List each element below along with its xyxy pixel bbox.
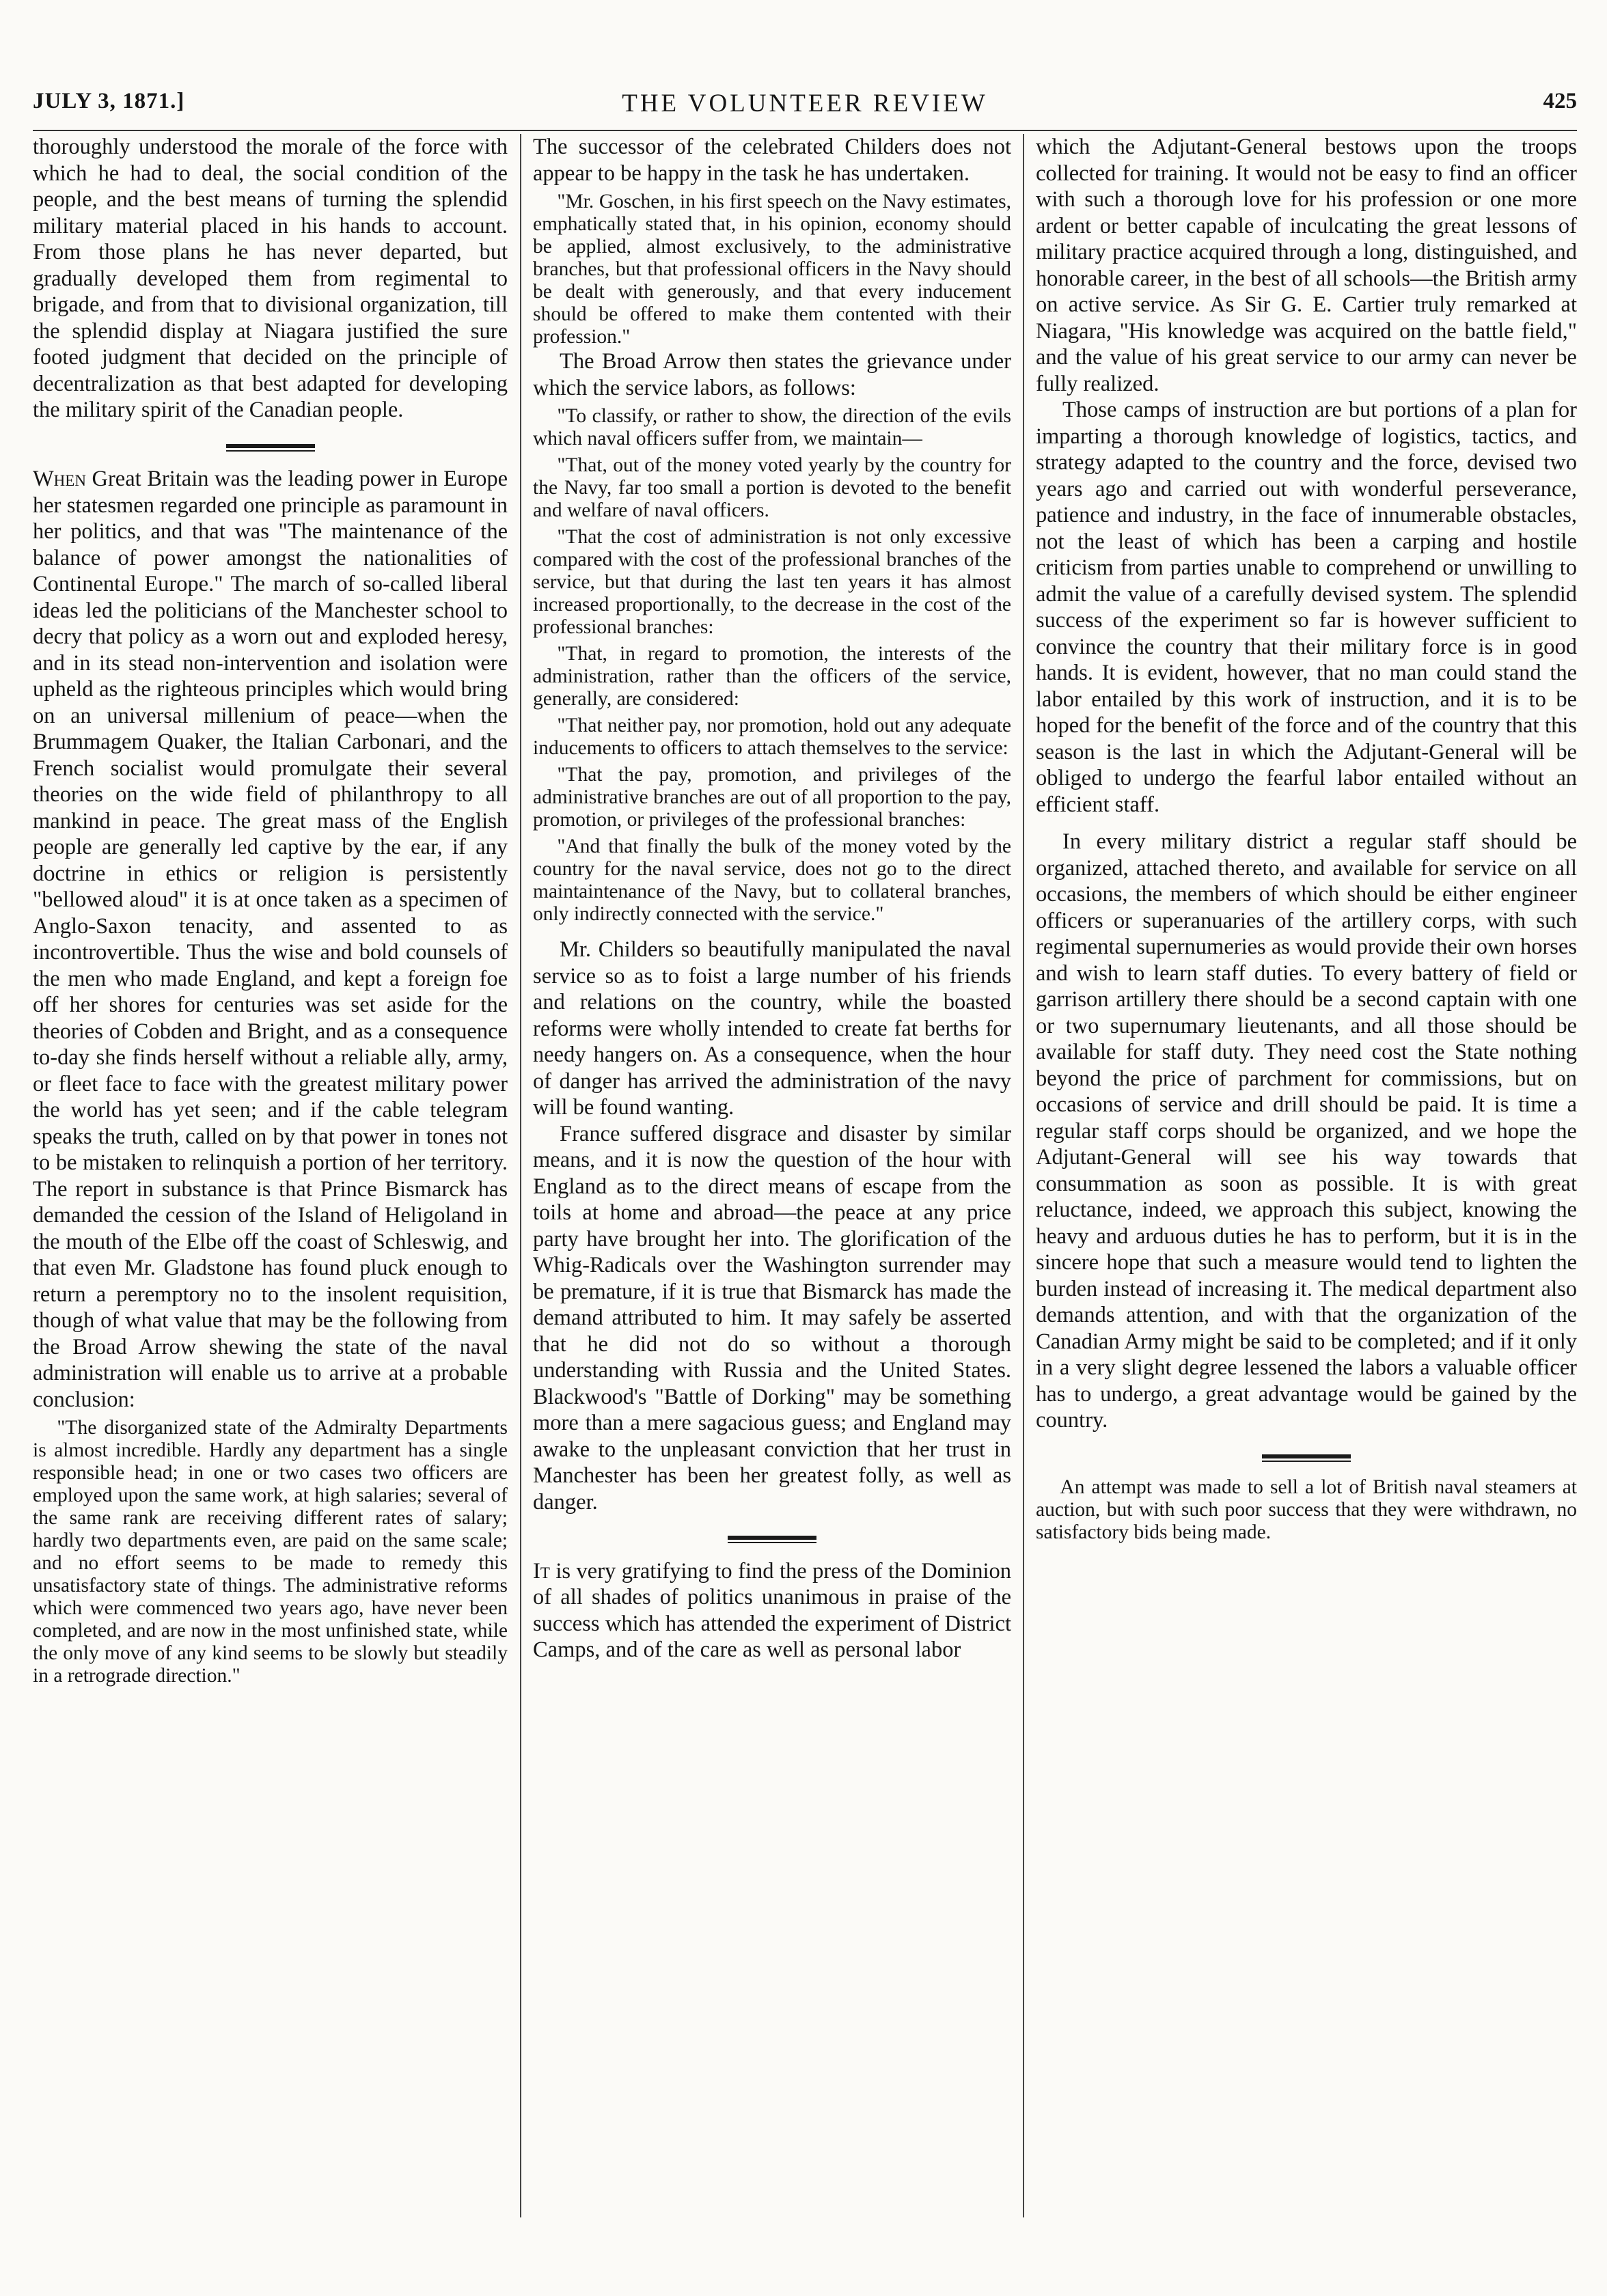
running-head: [33, 89, 1577, 131]
article-separator: [533, 1523, 1011, 1550]
page-number: 425: [1543, 89, 1577, 113]
column-divider: [1023, 134, 1024, 2217]
quotation: "That, out of the money voted yearly by the country for the Navy, far too small a portion is devoted to the benefit and welfare of naval officers.: [533, 454, 1011, 521]
lead-word: It: [533, 1558, 550, 1583]
quotation: "And that finally the bulk of the money voted by the country for the naval service, does not go to the direct maintaintenance of the Navy, but to collateral branches, only indirectly connected with the service.": [533, 835, 1011, 925]
article-separator: [33, 432, 508, 458]
article-body: is very gratifying to find the press of the Dominion of all shades of politics unanimous in praise of the success which has attended the experiment of District Camps, and of the care as well as personal labor: [533, 1558, 1011, 1662]
quotation: "Mr. Goschen, in his first speech on the Navy estimates, emphatically stated that, in his opinion, economy should be applied, almost exclusively, to the administrative branches, but that professional officers in the Navy should be dealt with generously, and that every inducement should be offered to make them contented with their profession.": [533, 191, 1011, 348]
issue-date: JULY 3, 1871.]: [33, 89, 185, 113]
article-heligoland: [33, 466, 508, 1413]
paragraph: which the Adjutant-General bestows upon the troops collected for training. It would not be easy to find an officer with such a thorough love for his profession or one more ardent or better capable of inculcating the great lessons of military practice acquired through a long, distinguished, and honorable career, in the best of all schools—the British army on active service. As Sir G. E. Cartier truly remarked at Niagara, "His knowledge was acquired on the battle field," and the value of his great service to our army can never be fully realized.: [1036, 135, 1577, 396]
quotation: "To classify, or rather to show, the direction of the evils which naval officers suffer from, we maintain—: [533, 405, 1011, 449]
news-item: An attempt was made to sell a lot of British naval steamers at auction, but with such poor success that they were withdrawn, no satisfactory bids being made.: [1036, 1476, 1577, 1543]
paragraph: France suffered disgrace and disaster by similar means, and it is now the question of the hour with England as to the direct means of escape from the toils at home and abroad—the peace at any price party have brought her into. The glorification of the Whig-Radicals over the Washington surrender may be premature, if it is true that Bismarck has made the demand attributed to him. It may safely be asserted that he did not do so without a thorough understanding with Russia and the United States. Blackwood's "Battle of Dorking" may be something more than a mere sagacious guess; and England may awake to the unpleasant conviction that her trust in Manchester has been her greatest folly, as well as danger.: [533, 1121, 1011, 1514]
paragraph: The Broad Arrow then states the grievance under which the service labors, as follows:: [533, 349, 1011, 400]
publication-title: THE VOLUNTEER REVIEW: [622, 89, 988, 117]
paragraph: In every military district a regular staff should be organized, attached thereto, and available for service on all occasions, the members of which should be either engineer officers or superanuaries of the artillery corps, with such regimental supernumeries as would provide their own horses and wish to learn staff duties. To every battery of field or garrison artillery there should be a second captain with one or two supernumary lieutenants, and all those should be available for staff duty. They need cost the State nothing beyond the price of parchment for commissions, but on occasions of service and drill should be paid. It is time a regular staff corps should be organized, and we hope the Adjutant-General will see his way towards that consummation as soon as possible. It is with great reluctance, indeed, we approach this subject, knowing the heavy and arduous duties he has to perform, but it is in the sincere hope that such a measure would tend to lighten the burden instead of increasing it. The medical department also demands attention, and with that the organization of the Canadian Army might be said to be completed; and if it only in a very slight degree lessened the labors a valuable officer has to undergo, a great advantage would be gained by the country.: [1036, 829, 1577, 1433]
column-3: [1036, 134, 1577, 2204]
quotation: "The disorganized state of the Admiralty Departments is almost incredible. Hardly any department has a single responsible head; in one or two cases two officers are employed upon the same work, at high salaries; several of the same rank are receiving different rates of salary; hardly two departments even, are paid on the same scale; and no effort seems to be made to remedy this unsatisfactory state of things. The administrative reforms which were commenced two years ago, have never been completed, and are now in the most unfinished state, while the only move of any kind seems to be slowly but steadily in a retrograde direction.": [33, 1417, 508, 1687]
column-2: [533, 134, 1011, 2204]
paragraph: Mr. Childers so beautifully manipulated the naval service so as to foist a large number of his friends and relations on the country, while the boasted reforms were wholly intended to create fat berths for needy hangers on. As a consequence, when the hour of danger has arrived the administration of the navy will be found wanting.: [533, 937, 1011, 1120]
column-divider: [520, 134, 521, 2217]
column-1: [33, 134, 508, 2204]
header-rule: [33, 130, 1577, 131]
quotation: "That the pay, promotion, and privileges of the administrative branches are out of all proportion to the pay, promotion, or privileges of the professional branches:: [533, 764, 1011, 831]
paragraph: The successor of the celebrated Childers does not appear to be happy in the task he has undertaken.: [533, 135, 1011, 186]
article-separator: [1036, 1442, 1577, 1469]
article-body: Great Britain was the leading power in Europe her statesmen regarded one principle as paramount in her politics, and that was "The maintenance of the balance of power amongst the nationalities of Continental Europe." The march of so-called liberal ideas led the politicians of the Manchester school to decry that policy as a worn out and exploded heresy, and in its stead non-intervention and isolation were upheld as the righteous principles which would bring on an universal millenium of peace—when the Brummagem Quaker, the Italian Carbonari, and the French socialist would promulgate their several theories on the wide field of philanthropy to all mankind in peace. The great mass of the English people are generally led captive by the ear, if any doctrine in ethics or religion is persistently "bellowed aloud" it is at once taken as a specimen of Anglo-Saxon tenacity, and assented to as incontrovertible. Thus the wise and bold counsels of the men who made England, and kept a foreign foe off her shores for centuries was set aside for the theories of Cobden and Bright, and as a consequence to-day she finds herself without a reliable ally, army, or fleet face to face with the greatest military power the world has yet seen; and if the cable telegram speaks the truth, called on by that power in tones not to be mistaken to relinquish a portion of her territory. The report in substance is that Prince Bismarck has demanded the cession of the Island of Heligoland in the mouth of the Elbe off the coast of Schleswig, and that even Mr. Gladstone has found pluck enough to return a peremptory no to the insolent requisition, though of what value that may be the following from the Broad Arrow shewing the state of the naval administration will enable us to arrive at a probable conclusion:: [33, 467, 508, 1412]
article-continuation: thoroughly understood the morale of the force with which he had to deal, the social condition of the people, and the best means of turning the splendid military material placed in his hands to account. From those plans he has never departed, but gradually developed them from regimental to brigade, and from that to divisional organization, till the splendid display at Niagara justified the sure footed judgment that decided on the principle of decentralization as that best adapted for developing the military spirit of the Canadian people.: [33, 135, 508, 422]
quotation: "That, in regard to promotion, the interests of the administration, rather than the officers of the service, generally, are considered:: [533, 643, 1011, 710]
paragraph: Those camps of instruction are but portions of a plan for imparting a thorough knowledge of logistics, tactics, and strategy adapted to the country and the force, devised two years ago and carried out with wonderful perseverance, patience and industry, in the face of innumerable obstacles, not the least of which has been a carping and hostile criticism from parties unable to comprehend or unwilling to admit the value of a carefully devised system. The splendid success of the experiment so far is however sufficient to convince the country that their military force is in good hands. It is evident, however, that no man could stand the labor entailed by this work of instruction, and it is to be hoped for the benefit of the force and of the country that this season is the last in which the Adjutant-General will be obliged to undergo the fearful labor entailed without an efficient staff.: [1036, 398, 1577, 817]
lead-word: When: [33, 467, 86, 491]
article-district-camps: [533, 1558, 1011, 1663]
quotation: "That the cost of administration is not only excessive compared with the cost of the professional branches of the service, but that during the last ten years it has almost increased proportionally, to the decrease in the cost of the professional branches:: [533, 526, 1011, 638]
quotation: "That neither pay, nor promotion, hold out any adequate inducements to officers to attach themselves to the service:: [533, 715, 1011, 759]
